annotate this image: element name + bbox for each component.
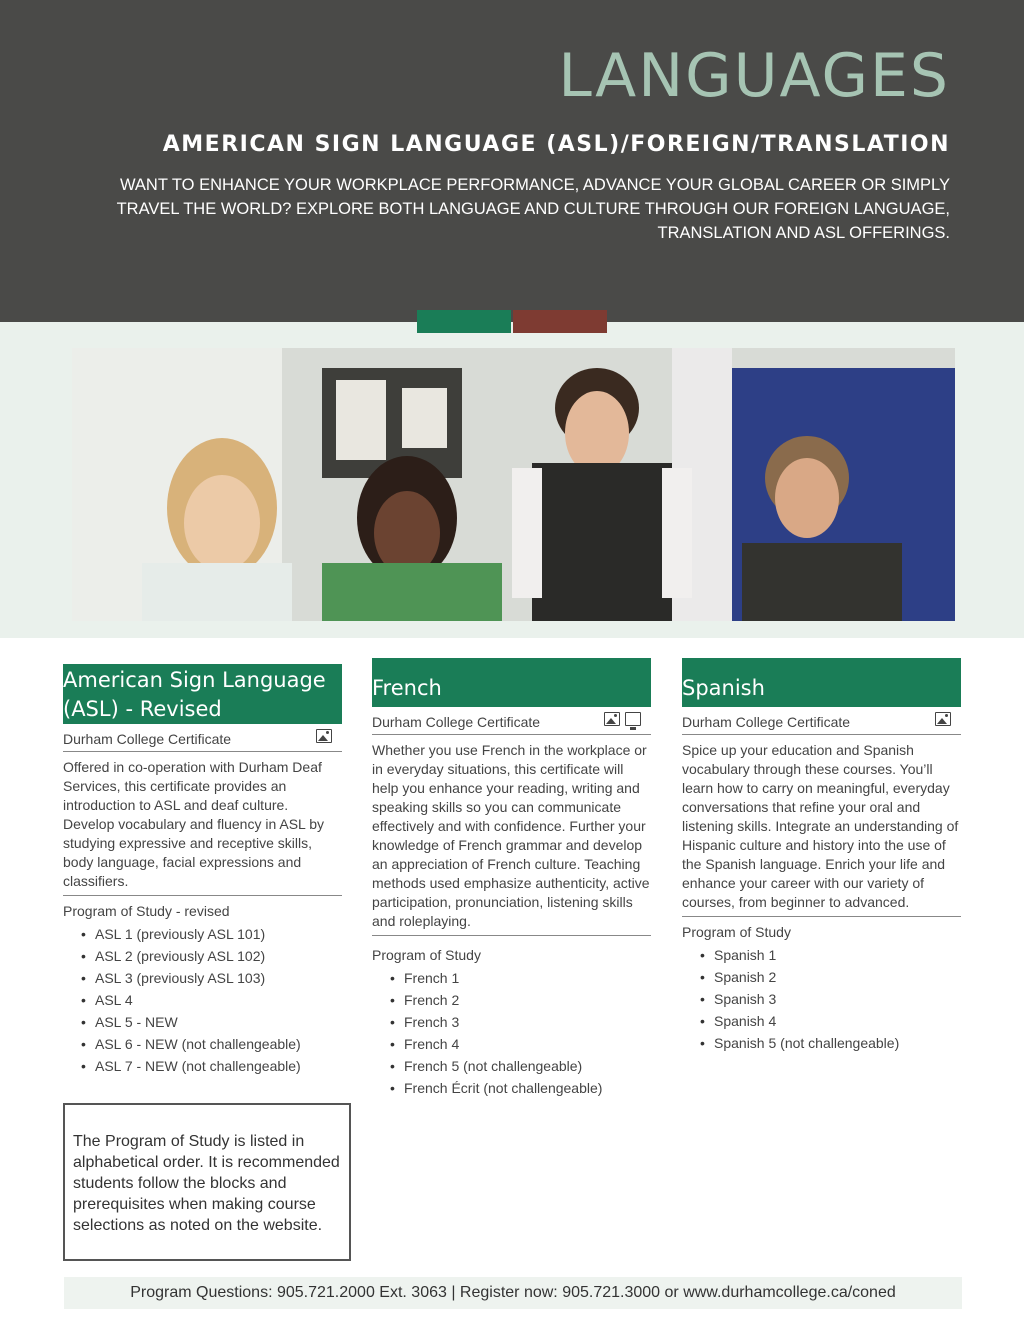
list-item: • French 2 <box>390 989 651 1011</box>
page-subtitle: AMERICAN SIGN LANGUAGE (ASL)/FOREIGN/TRANSLATION <box>162 132 950 157</box>
certificate-row <box>63 724 342 752</box>
list-item: • ASL 2 (previously ASL 102) <box>81 945 342 967</box>
list-item: • ASL 4 <box>81 989 342 1011</box>
list-item: • Spanish 2 <box>700 966 961 988</box>
classroom-icon <box>935 712 951 726</box>
program-card-spanish <box>682 658 961 1054</box>
delivery-icons <box>316 729 332 743</box>
program-title: French <box>372 658 651 707</box>
delivery-icons <box>604 712 641 726</box>
list-item: • Spanish 5 (not challengeable) <box>700 1032 961 1054</box>
course-list <box>700 944 961 1054</box>
program-of-study-heading: Program of Study <box>372 947 481 963</box>
contact-footer: Program Questions: 905.721.2000 Ext. 3063 | Register now: 905.721.3000 or www.durhamcollege.ca/coned <box>64 1277 962 1309</box>
course-list <box>81 923 342 1077</box>
list-item: • Spanish 1 <box>700 944 961 966</box>
program-description: Offered in co-operation with Durham Deaf Services, this certificate provides an introduction to ASL and deaf culture. Develop vocabulary and fluency in ASL by studying expressive and receptive skills, body language, facial expressions and classifiers. <box>63 752 342 896</box>
program-title: American Sign Language (ASL) - Revised <box>63 664 342 724</box>
list-item: • French 5 (not challengeable) <box>390 1055 651 1077</box>
program-card-asl <box>63 664 342 1077</box>
classroom-icon <box>316 729 332 743</box>
list-item: • French 1 <box>390 967 651 989</box>
program-order-note: The Program of Study is listed in alphabetical order. It is recommended students follow the blocks and prerequisites when making course selections as noted on the website. <box>63 1103 351 1261</box>
program-description: Whether you use French in the workplace or in everyday situations, this certificate will help you enhance your reading, writing and speaking skills so you can communicate effectively and with confidence. Further your knowledge of French grammar and develop an appreciation of French culture. Teaching methods used emphasize authenticity, active participation, pronunciation, listening skills and roleplaying. <box>372 735 651 936</box>
program-title: Spanish <box>682 658 961 707</box>
course-list <box>390 967 651 1099</box>
page-title: LANGUAGES <box>558 41 950 111</box>
program-description: Spice up your education and Spanish vocabulary through these courses. You’ll learn how to carry on meaningful, everyday conversations that refine your oral and listening skills. Integrate an understanding of Hispanic culture and history into the use of the Spanish language. Enrich your life and enhance your career with our variety of courses, from beginner to advanced. <box>682 735 961 917</box>
group-photo-illustration <box>72 348 955 621</box>
delivery-icons <box>935 712 951 726</box>
classroom-icon <box>604 712 620 726</box>
list-item: • French 4 <box>390 1033 651 1055</box>
online-icon <box>625 712 641 726</box>
certificate-row <box>682 707 961 735</box>
page-description: WANT TO ENHANCE YOUR WORKPLACE PERFORMANCE, ADVANCE YOUR GLOBAL CAREER OR SIMPLY TRAVEL THE WORLD? EXPLORE BOTH LANGUAGE AND CULTURE THROUGH OUR FOREIGN LANGUAGE, TRANSLATION AND ASL OFFERINGS. <box>116 176 950 242</box>
list-item: • French Écrit (not challengeable) <box>390 1077 651 1099</box>
list-item: • ASL 5 - NEW <box>81 1011 342 1033</box>
program-of-study-heading: Program of Study - revised <box>63 903 230 919</box>
certificate-row <box>372 707 651 735</box>
list-item: • French 3 <box>390 1011 651 1033</box>
certificate-label: Durham College Certificate <box>372 714 541 730</box>
list-item: • Spanish 4 <box>700 1010 961 1032</box>
accent-bar-green <box>417 310 511 333</box>
list-item: • ASL 1 (previously ASL 101) <box>81 923 342 945</box>
certificate-label: Durham College Certificate <box>682 714 851 730</box>
list-item: • ASL 6 - NEW (not challengeable) <box>81 1033 342 1055</box>
program-card-french <box>372 658 651 1099</box>
list-item: • Spanish 3 <box>700 988 961 1010</box>
group-photo <box>72 348 955 621</box>
accent-bar-red <box>513 310 607 333</box>
page-header <box>0 0 1024 322</box>
certificate-label: Durham College Certificate <box>63 731 232 747</box>
list-item: • ASL 3 (previously ASL 103) <box>81 967 342 989</box>
program-of-study-heading: Program of Study <box>682 924 791 940</box>
list-item: • ASL 7 - NEW (not challengeable) <box>81 1055 342 1077</box>
